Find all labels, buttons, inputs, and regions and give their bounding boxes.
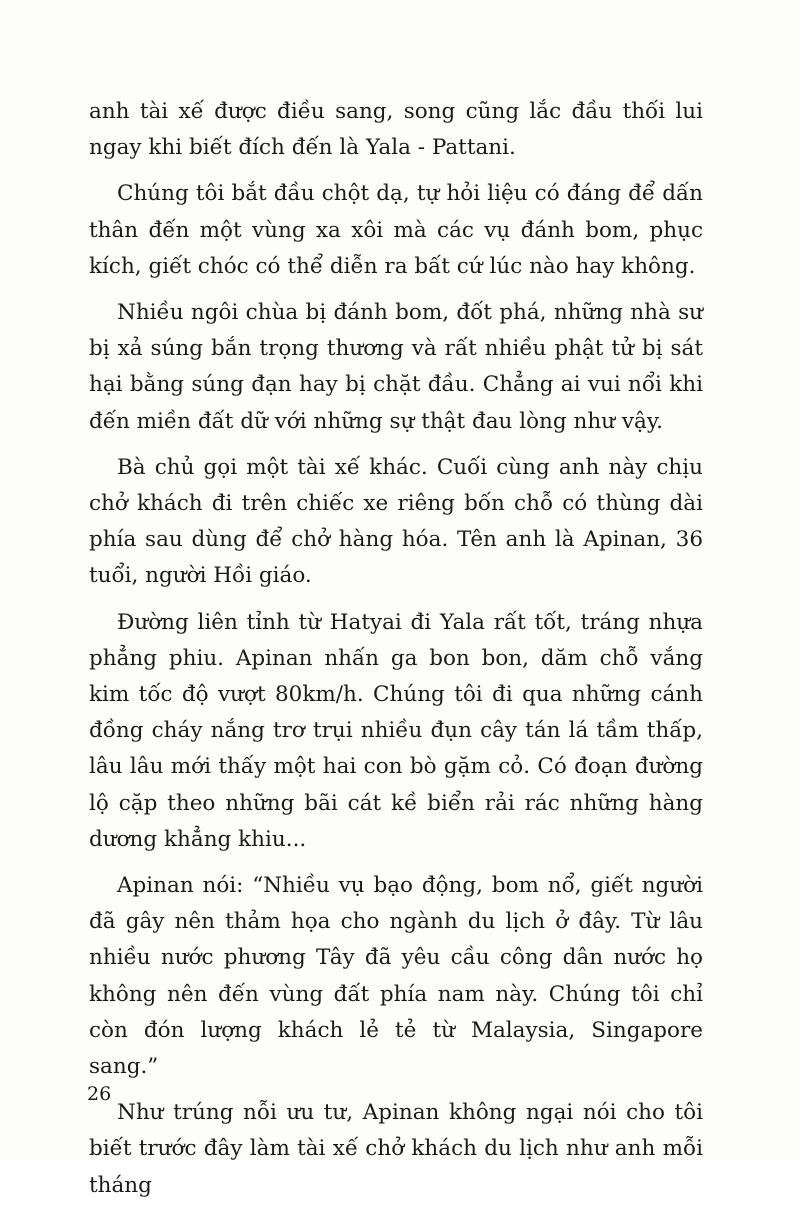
- paragraph-3: Nhiều ngôi chùa bị đánh bom, đốt phá, những nhà sư bị xả súng bắn trọng thương và rất nhiều phật tử bị sát hại bằng súng đạn hay bị chặt đầu. Chẳng ai vui nổi khi đến miền đất dữ với những sự thật đau lòng như vậy.: [89, 300, 703, 434]
- body-text: [89, 94, 703, 1214]
- page-number: 26: [87, 1083, 112, 1105]
- paragraph-4: Bà chủ gọi một tài xế khác. Cuối cùng anh này chịu chở khách đi trên chiếc xe riêng bốn chỗ có thùng dài phía sau dùng để chở hàng hóa. Tên anh là Apinan, 36 tuổi, người Hồi giáo.: [89, 454, 703, 589]
- paragraph-1: anh tài xế được điều sang, song cũng lắc đầu thối lui ngay khi biết đích đến là Yala - Pattani.: [89, 99, 703, 161]
- paragraph-7: Như trúng nỗi ưu tư, Apinan không ngại nói cho tôi biết trước đây làm tài xế chở khách du lịch như anh mỗi tháng: [89, 1100, 703, 1198]
- paragraph-5: Đường liên tỉnh từ Hatyai đi Yala rất tốt, tráng nhựa phẳng phiu. Apinan nhấn ga bon bon, dăm chỗ vắng kim tốc độ vượt 80km/h. Chúng tôi đi qua những cánh đồng cháy nắng trơ trụi nhiều đụn cây tán lá tầm thấp, lâu lâu mới thấy một hai con bò gặm cỏ. Có đoạn đường lộ cặp theo những bãi cát kề biển rải rác những hàng dương khẳng khiu...: [89, 609, 703, 852]
- paragraph-6: Apinan nói: “Nhiều vụ bạo động, bom nổ, giết người đã gây nên thảm họa cho ngành du lịch ở đây. Từ lâu nhiều nước phương Tây đã yêu cầu công dân nước họ không nên đến vùng đất phía nam này. Chúng tôi chỉ còn đón lượng khách lẻ tẻ từ Malaysia, Singapore sang.”: [89, 873, 703, 1080]
- paragraph-2: Chúng tôi bắt đầu chột dạ, tự hỏi liệu có đáng để dấn thân đến một vùng xa xôi mà các vụ đánh bom, phục kích, giết chóc có thể diễn ra bất cứ lúc nào hay không.: [89, 181, 703, 279]
